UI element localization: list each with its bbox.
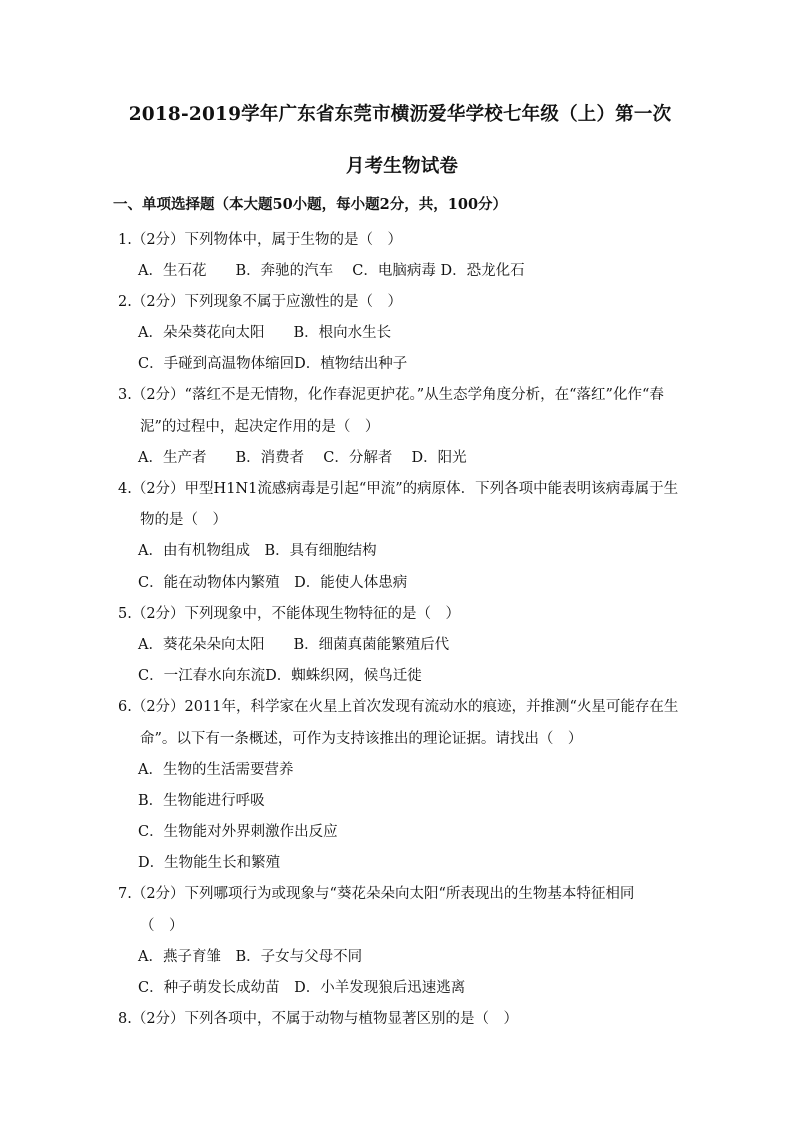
answer-option: D．生物能生长和繁殖 (138, 855, 281, 872)
question-text: 2.（2分）下列现象不属于应激性的是（ ） (118, 293, 403, 310)
question-text: 5.（2分）下列现象中，不能体现生物特征的是（ ） (118, 605, 461, 622)
answer-option: C．生物能对外界刺激作出反应 (138, 824, 338, 841)
answer-options: A．由有机物组成 B．具有细胞结构 (138, 543, 377, 560)
answer-options: A．朵朵葵花向太阳 B．根向水生长 (138, 325, 392, 342)
question-text: 6.（2分）2011年，科学家在火星上首次发现有流动水的痕迹，并推测“火星可能存在生 (118, 699, 679, 716)
question-text: 4.（2分）甲型H1N1流感病毒是引起“甲流”的病原体．下列各项中能表明该病毒属于生 (118, 481, 679, 497)
question-text-continued: 物的是（ ） (140, 512, 227, 529)
question-text-continued: （ ） (140, 917, 184, 934)
answer-options: A．燕子育雏 B．子女与父母不同 (138, 948, 363, 965)
section-heading: 一、单项选择题（本大题50小题，每小题2分，共，100分） (113, 196, 508, 213)
exam-title-line-1: 2018-2019学年广东省东莞市横沥爱华学校七年级（上）第一次 (128, 104, 672, 125)
question-text-continued: 泥”的过程中，起决定作用的是（ ） (140, 418, 380, 435)
question-text: 8.（2分）下列各项中，不属于动物与植物显著区别的是（ ） (118, 1011, 519, 1028)
answer-option: B．生物能进行呼吸 (138, 792, 265, 809)
question-text: 7.（2分）下列哪项行为或现象与“葵花朵朵向太阳“所表现出的生物基本特征相同 (118, 886, 635, 903)
question-text: 1.（2分）下列物体中，属于生物的是（ ） (118, 231, 403, 248)
answer-options: C．能在动物体内繁殖 D．能使人体患病 (138, 574, 408, 591)
answer-options: C．种子萌发长成幼苗 D．小羊发现狼后迅速逃离 (138, 980, 466, 996)
question-text-continued: 命”。以下有一条概述，可作为支持该推出的理论证据。请找出（ ） (140, 730, 583, 747)
answer-options: C．一江春水向东流D．蜘蛛织网，候鸟迁徙 (138, 668, 422, 685)
answer-option: A．生物的生活需要营养 (138, 761, 294, 778)
answer-options: A．生石花 B．奔驰的汽车 C．电脑病毒 D．恐龙化石 (138, 262, 525, 279)
question-text: 3.（2分）“落红不是无情物，化作春泥更护花。”从生态学角度分析，在“落红”化作“春 (118, 387, 664, 404)
answer-options: A．生产者 B．消费者 C．分解者 D．阳光 (138, 449, 467, 466)
question-list (118, 225, 686, 1036)
answer-options: C．手碰到高温物体缩回D．植物结出种子 (138, 356, 408, 373)
answer-options: A．葵花朵朵向太阳 B．细菌真菌能繁殖后代 (138, 636, 450, 653)
exam-title-line-2: 月考生物试卷 (345, 155, 459, 177)
